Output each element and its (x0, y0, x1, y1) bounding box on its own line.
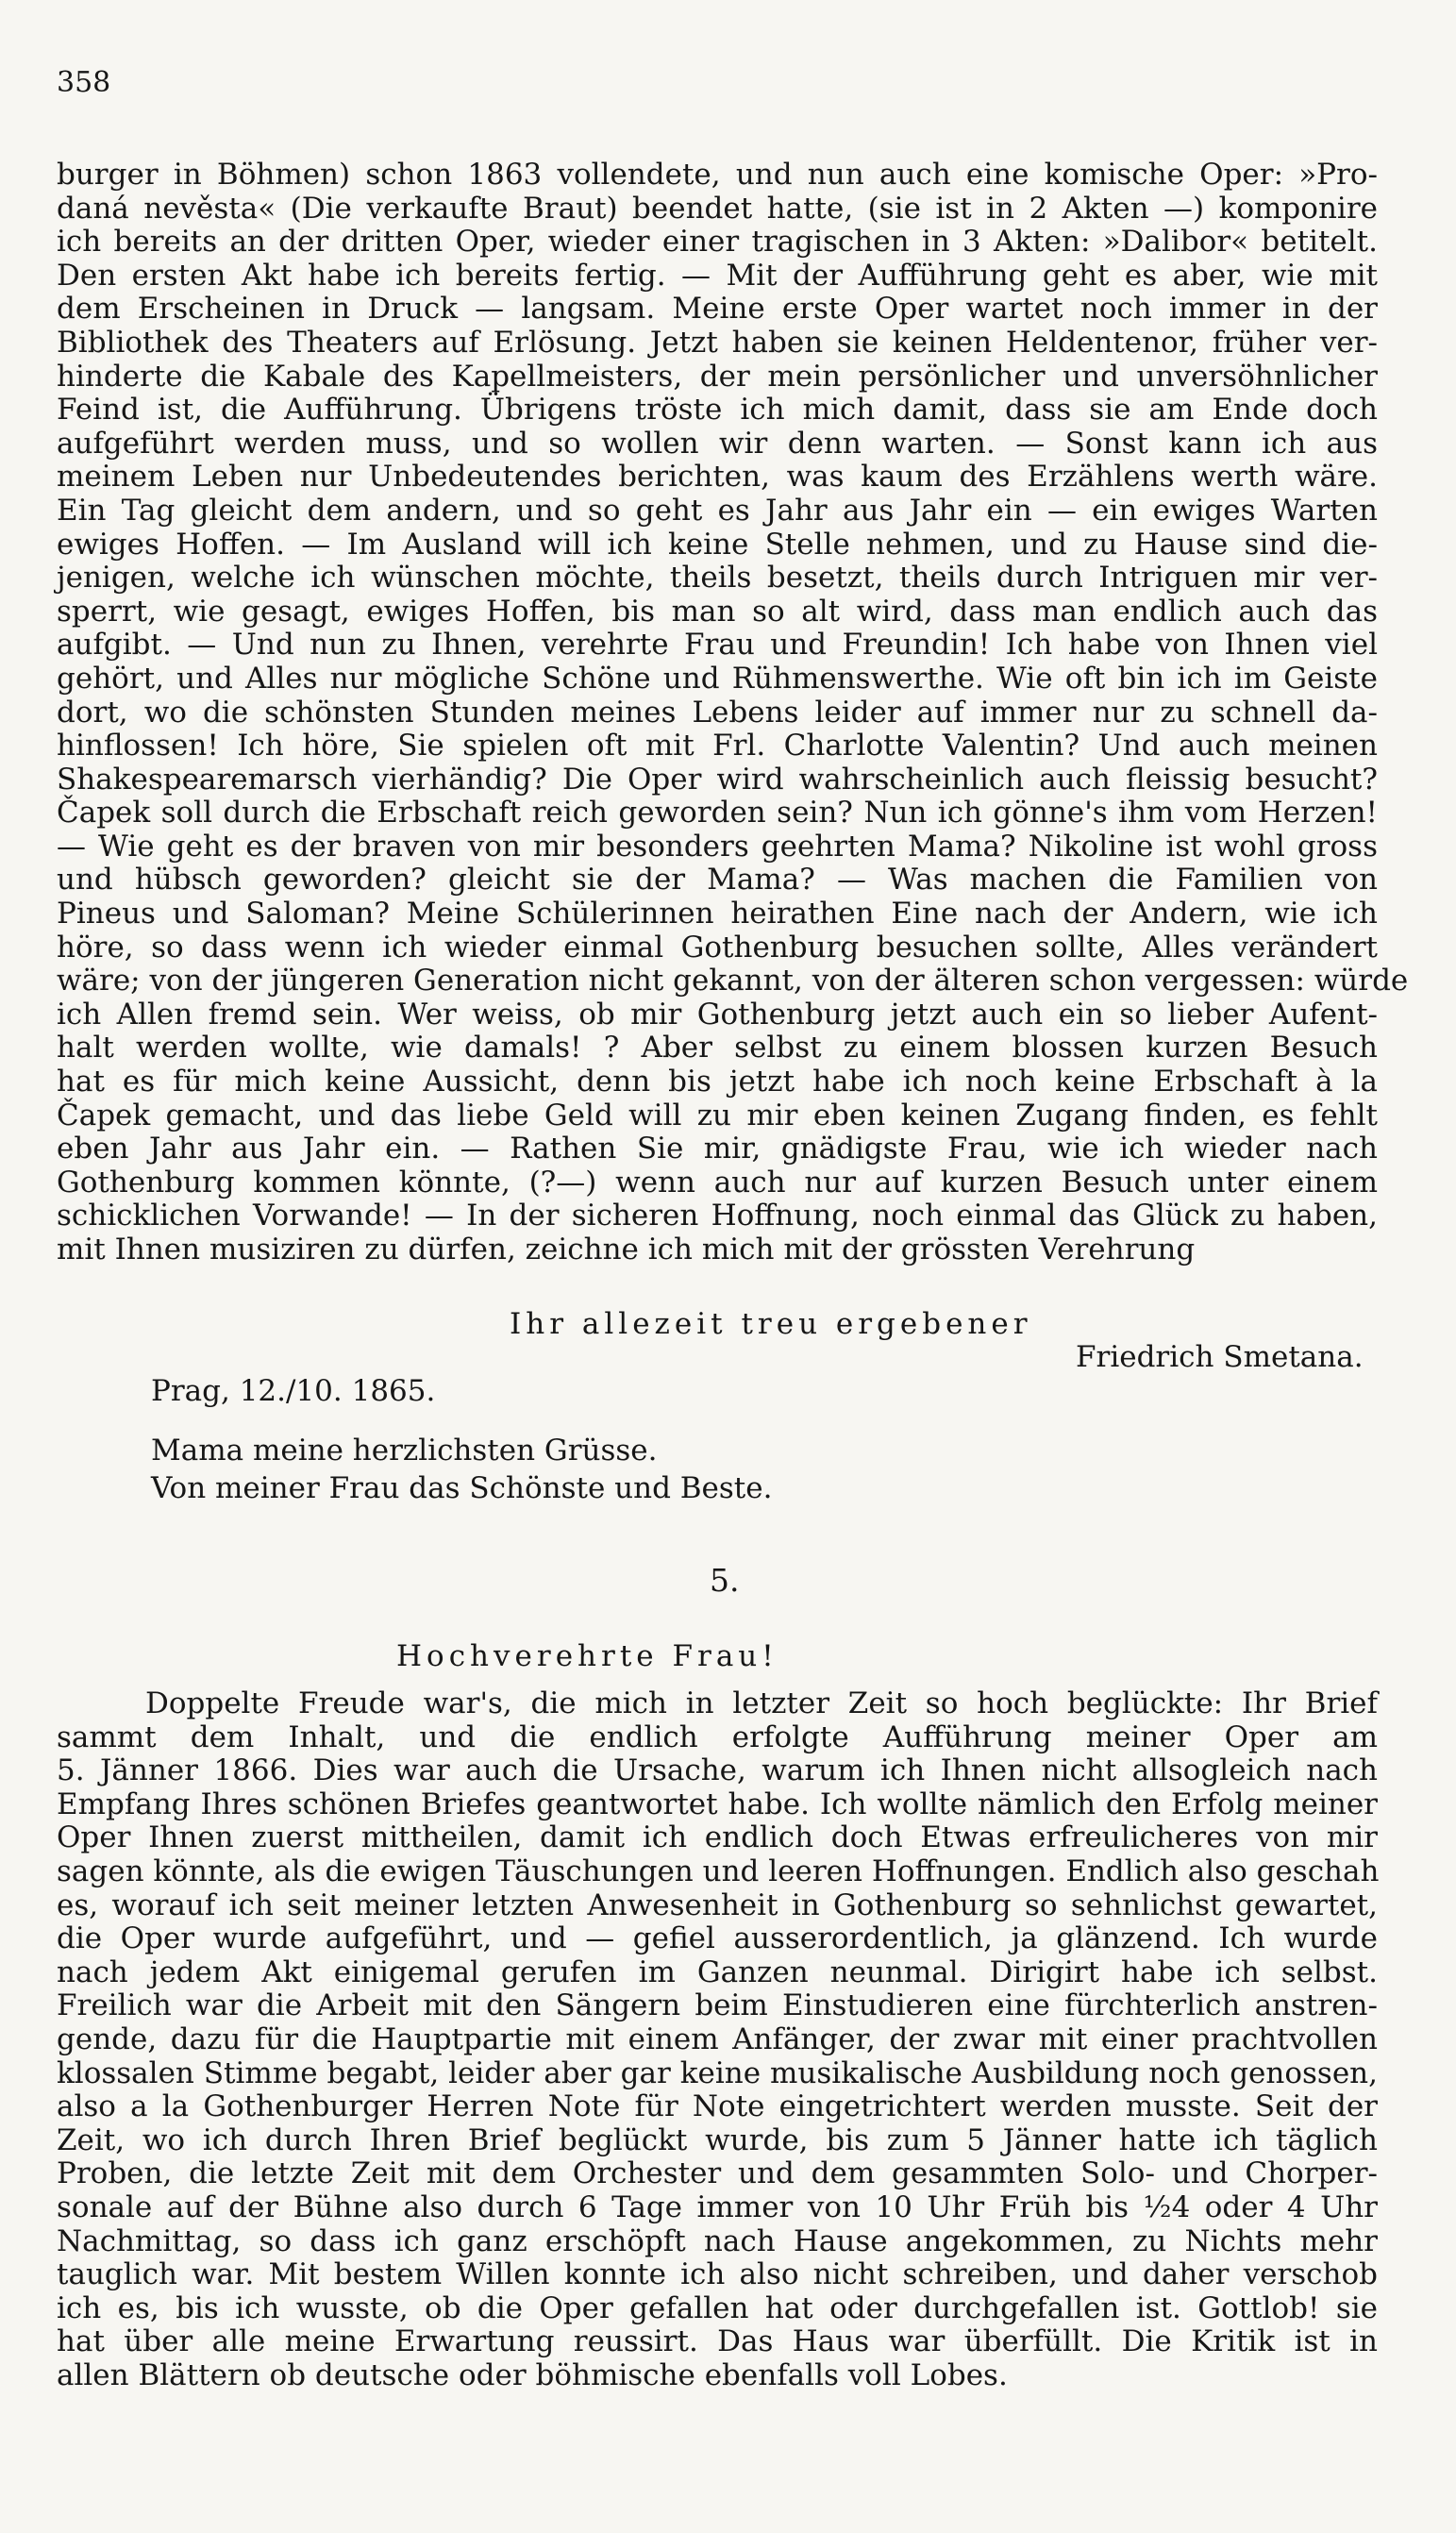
text-line: Freilich war die Arbeit mit den Sängern beim Einstudieren eine fürchterlich anstren- (57, 1988, 1378, 2023)
text-line: Den ersten Akt habe ich bereits fertig. — Mit der Aufführung geht es aber, wie mit (57, 258, 1378, 293)
text-line: Empfang Ihres schönen Briefes geantwortet habe. Ich wollte nämlich den Erfolg meiner (57, 1787, 1378, 1821)
text-line: Zeit, wo ich durch Ihren Brief beglückt wurde, bis zum 5 Jänner hatte ich täglich (57, 2122, 1378, 2157)
text-line: gende, dazu für die Hauptpartie mit einem Anfänger, der zwar mit einer prachtvollen (57, 2021, 1378, 2056)
text-line: höre, so dass wenn ich wieder einmal Gothenburg besuchen sollte, Alles verändert (57, 930, 1378, 965)
text-line: und hübsch geworden? gleicht sie der Mama? — Was machen die Familien von (57, 863, 1378, 897)
text-line: aufgibt. — Und nun zu Ihnen, verehrte Frau und Freundin! Ich habe von Ihnen viel (57, 628, 1378, 663)
text-line: Gothenburg kommen könnte, (?—) wenn auch nur auf kurzen Besuch unter einem (57, 1165, 1378, 1199)
text-line: allen Blättern ob deutsche oder böhmische ebenfalls voll Lobes. (57, 2357, 1008, 2392)
text-line: sonale auf der Bühne also durch 6 Tage immer von 10 Uhr Früh bis ½4 oder 4 Uhr (57, 2189, 1378, 2224)
postscript (151, 1432, 772, 1507)
text-line: schicklichen Vorwande! — In der sicheren Hoffnung, noch einmal das Glück zu haben, (57, 1199, 1378, 1233)
text-line: dem Erscheinen in Druck — langsam. Meine erste Oper wartet noch immer in der (57, 292, 1378, 327)
text-line: Shakespearemarsch vierhändig? Die Oper wird wahrscheinlich auch fleissig besucht? (57, 762, 1378, 797)
text-line: Doppelte Freude war's, die mich in letzter Zeit so hoch beglückte: Ihr Brief (145, 1686, 1378, 1720)
text-line: 5. Jänner 1866. Dies war auch die Ursache, warum ich Ihnen nicht allsogleich nach (57, 1753, 1378, 1788)
letter-number: 5. (710, 1562, 740, 1599)
text-line: Bibliothek des Theaters auf Erlösung. Jetzt haben sie keinen Heldentenor, früher ver- (57, 325, 1378, 360)
text-line: ewiges Hoffen. — Im Ausland will ich keine Stelle nehmen, und zu Hause sind die- (57, 527, 1378, 562)
text-line: sammt dem Inhalt, und die endlich erfolgte Aufführung meiner Oper am (57, 1719, 1378, 1754)
text-line: meinem Leben nur Unbedeutendes berichten, was kaum des Erzählens werth wäre. (57, 460, 1378, 495)
closing-phrase: Ihr allezeit treu ergebener (510, 1307, 1032, 1341)
postscript-line: Von meiner Frau das Schönste und Beste. (151, 1471, 773, 1505)
text-line: hinderte die Kabale des Kapellmeisters, der mein persönlicher und unversöhnlicher (57, 359, 1378, 394)
text-line: es, worauf ich seit meiner letzten Anwesenheit in Gothenburg so sehnlichst gewartet, (57, 1887, 1378, 1922)
text-line: Pineus und Saloman? Meine Schülerinnen heirathen Eine nach der Andern, wie ich (57, 897, 1378, 931)
letter-4-body (57, 158, 1409, 1267)
text-line: eben Jahr aus Jahr ein. — Rathen Sie mir, gnädigste Frau, wie ich wieder nach (57, 1132, 1378, 1166)
text-line: ich Allen fremd sein. Wer weiss, ob mir Gothenburg jetzt auch ein so lieber Aufent- (57, 997, 1378, 1032)
page-number: 358 (57, 66, 111, 99)
text-line: Nachmittag, so dass ich ganz erschöpft nach Hause angekommen, zu Nichts mehr (57, 2223, 1378, 2258)
text-line: ich bereits an der dritten Oper, wieder einer tragischen in 3 Akten: »Dalibor« betitelt. (57, 225, 1378, 260)
text-line: daná nevěsta« (Die verkaufte Braut) beendet hatte, (sie ist in 2 Akten —) komponire (57, 191, 1378, 226)
text-line: sagen könnte, als die ewigen Täuschungen und leeren Hoffnungen. Endlich also geschah (57, 1854, 1380, 1888)
text-line: Čapek soll durch die Erbschaft reich geworden sein? Nun ich gönne's ihm vom Herzen! (57, 796, 1378, 830)
text-line: hat es für mich keine Aussicht, denn bis jetzt habe ich noch keine Erbschaft à la (57, 1065, 1378, 1099)
text-line: Ein Tag gleicht dem andern, und so geht es Jahr aus Jahr ein — ein ewiges Warten (57, 493, 1378, 528)
text-line: hinflossen! Ich höre, Sie spielen oft mit Frl. Charlotte Valentin? Und auch meinen (57, 729, 1378, 763)
text-line: aufgeführt werden muss, und so wollen wir denn warten. — Sonst kann ich aus (57, 426, 1378, 461)
text-line: sperrt, wie gesagt, ewiges Hoffen, bis man so alt wird, dass man endlich auch das (57, 594, 1378, 629)
text-line: Feind ist, die Aufführung. Übrigens tröste ich mich damit, dass sie am Ende doch (57, 393, 1378, 428)
text-line: jenigen, welche ich wünschen möchte, theils besetzt, theils durch Intriguen mir ver- (57, 561, 1378, 596)
text-line: Proben, die letzte Zeit mit dem Orchester und dem gesammten Solo- und Chorper- (57, 2156, 1378, 2191)
signature: Friedrich Smetana. (1076, 1340, 1364, 1374)
text-line: Čapek gemacht, und das liebe Geld will zu mir eben keinen Zugang finden, es fehlt (57, 1098, 1378, 1132)
text-line: tauglich war. Mit bestem Willen konnte ich also nicht schreiben, und daher verschob (57, 2257, 1378, 2292)
text-line: die Oper wurde aufgeführt, und — gefiel ausserordentlich, ja glänzend. Ich wurde (57, 1921, 1378, 1956)
text-line: dort, wo die schönsten Stunden meines Lebens leider auf immer nur zu schnell da- (57, 695, 1378, 730)
salutation: Hochverehrte Frau! (396, 1639, 778, 1673)
text-line: burger in Böhmen) schon 1863 vollendete, und nun auch eine komische Oper: »Pro- (57, 158, 1378, 192)
text-line: hat über alle meine Erwartung reussirt. Das Haus war überfüllt. Die Kritik ist in (57, 2324, 1378, 2359)
letter-5-body (57, 1687, 1378, 2392)
postscript-line: Mama meine herzlichsten Grüsse. (151, 1434, 658, 1468)
text-line: wäre; von der jüngeren Generation nicht gekannt, von der älteren schon vergessen: würde (57, 964, 1409, 998)
text-line: — Wie geht es der braven von mir besonders geehrten Mama? Nikoline ist wohl gross (57, 829, 1378, 864)
text-line: klossalen Stimme begabt, leider aber gar keine musikalische Ausbildung noch genossen, (57, 2055, 1378, 2090)
text-line: ich es, bis ich wusste, ob die Oper gefallen hat oder durchgefallen ist. Gottlob! sie (57, 2290, 1378, 2325)
text-line: halt werden wollte, wie damals! ? Aber selbst zu einem blossen kurzen Besuch (57, 1031, 1378, 1065)
text-line: mit Ihnen musiziren zu dürfen, zeichne ich mich mit der grössten Verehrung (57, 1233, 1196, 1266)
text-line: Oper Ihnen zuerst mittheilen, damit ich endlich doch Etwas erfreulicheres von mir (57, 1820, 1378, 1855)
place-date: Prag, 12./10. 1865. (151, 1374, 436, 1408)
text-line: nach jedem Akt einigemal gerufen im Ganzen neunmal. Dirigirt habe ich selbst. (57, 1954, 1378, 1989)
text-line: also a la Gothenburger Herren Note für Note eingetrichtert werden musste. Seit der (57, 2089, 1378, 2124)
text-line: gehört, und Alles nur mögliche Schöne und Rühmenswerthe. Wie oft bin ich im Geiste (57, 661, 1378, 696)
